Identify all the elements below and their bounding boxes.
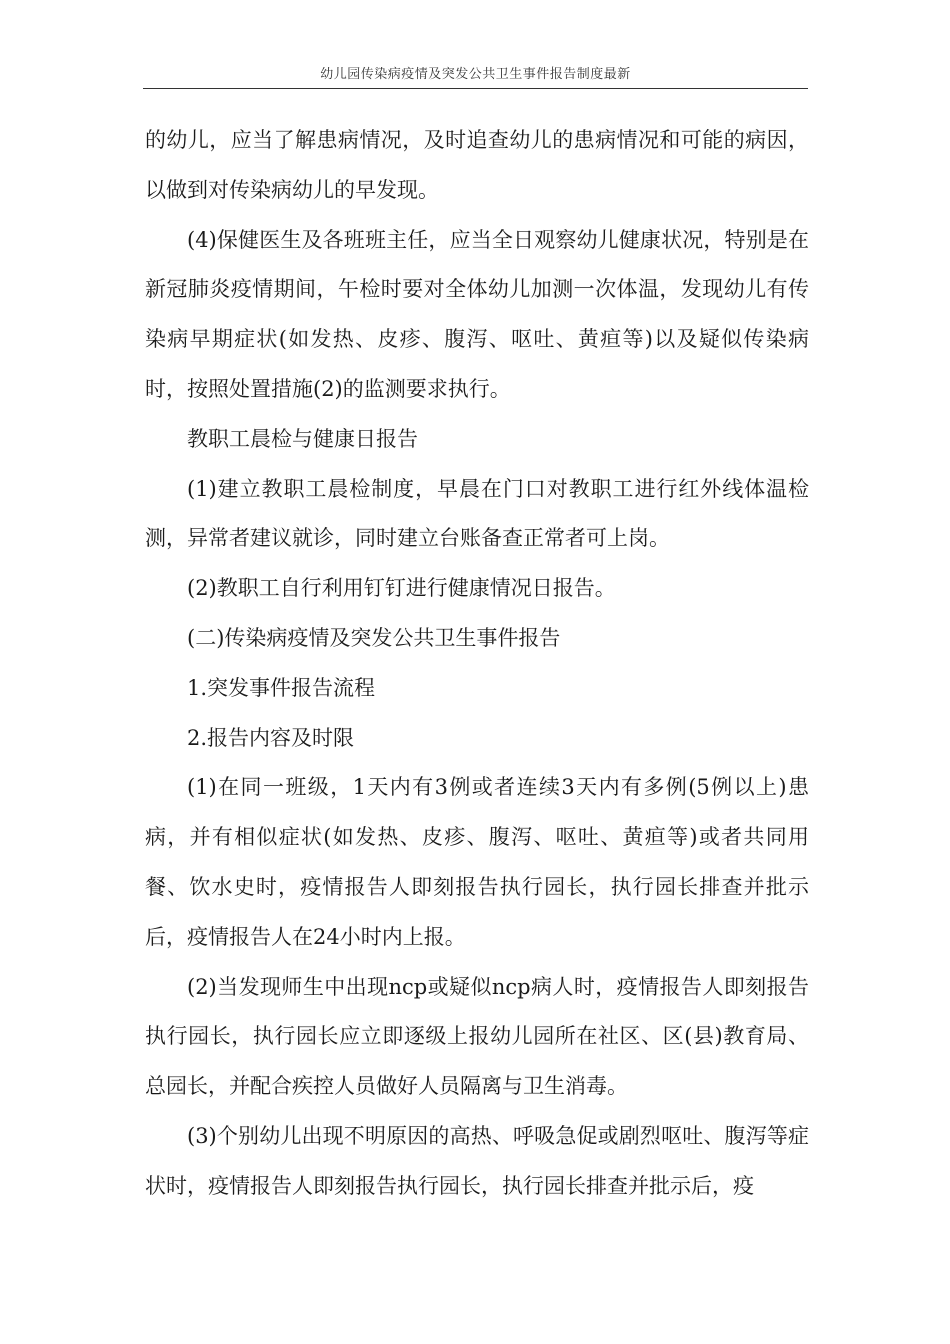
document-body [145, 116, 809, 1212]
paragraph-health-observation: (4)保健医生及各班班主任，应当全日观察幼儿健康状况，特别是在新冠肺炎疫情期间，午检时要对全体幼儿加测一次体温，发现幼儿有传染病早期症状(如发热、皮疹、腹泻、呕吐、黄疸等)以及疑似传染病时，按照处置措施(2)的监测要求执行。 [145, 227, 809, 401]
section-heading-epidemic-report: (二)传染病疫情及突发公共卫生事件报告 [187, 625, 561, 650]
subheading-report-process: 1.突发事件报告流程 [187, 675, 376, 700]
paragraph-individual-symptoms: (3)个别幼儿出现不明原因的高热、呼吸急促或剧烈呕吐、腹泻等症状时，疫情报告人即刻报告执行园长，执行园长排查并批示后，疫 [145, 1123, 809, 1198]
header-divider [143, 88, 808, 89]
section-heading-staff-check: 教职工晨检与健康日报告 [187, 426, 418, 451]
paragraph-ncp-cases: (2)当发现师生中出现ncp或疑似ncp病人时，疫情报告人即刻报告执行园长，执行园长应立即逐级上报幼儿园所在社区、区(县)教育局、总园长，并配合疾控人员做好人员隔离与卫生消毒。 [145, 974, 809, 1099]
subheading-report-content: 2.报告内容及时限 [187, 725, 355, 750]
page-header-title: 幼儿园传染病疫情及突发公共卫生事件报告制度最新 [320, 67, 631, 82]
paragraph-class-cases: (1)在同一班级，1天内有3例或者连续3天内有多例(5例以上)患病，并有相似症状(如发热、皮疹、腹泻、呕吐、黄疸等)或者共同用餐、饮水史时，疫情报告人即刻报告执行园长，执行园长排查并批示后，疫情报告人在24小时内上报。 [145, 775, 809, 949]
paragraph-continuation: 的幼儿，应当了解患病情况，及时追查幼儿的患病情况和可能的病因，以做到对传染病幼儿的早发现。 [145, 128, 809, 202]
paragraph-staff-daily-report: (2)教职工自行利用钉钉进行健康情况日报告。 [187, 576, 616, 601]
paragraph-staff-morning-check: (1)建立教职工晨检制度，早晨在门口对教职工进行红外线体温检测，异常者建议就诊，同时建立台账备查正常者可上岗。 [145, 476, 809, 551]
